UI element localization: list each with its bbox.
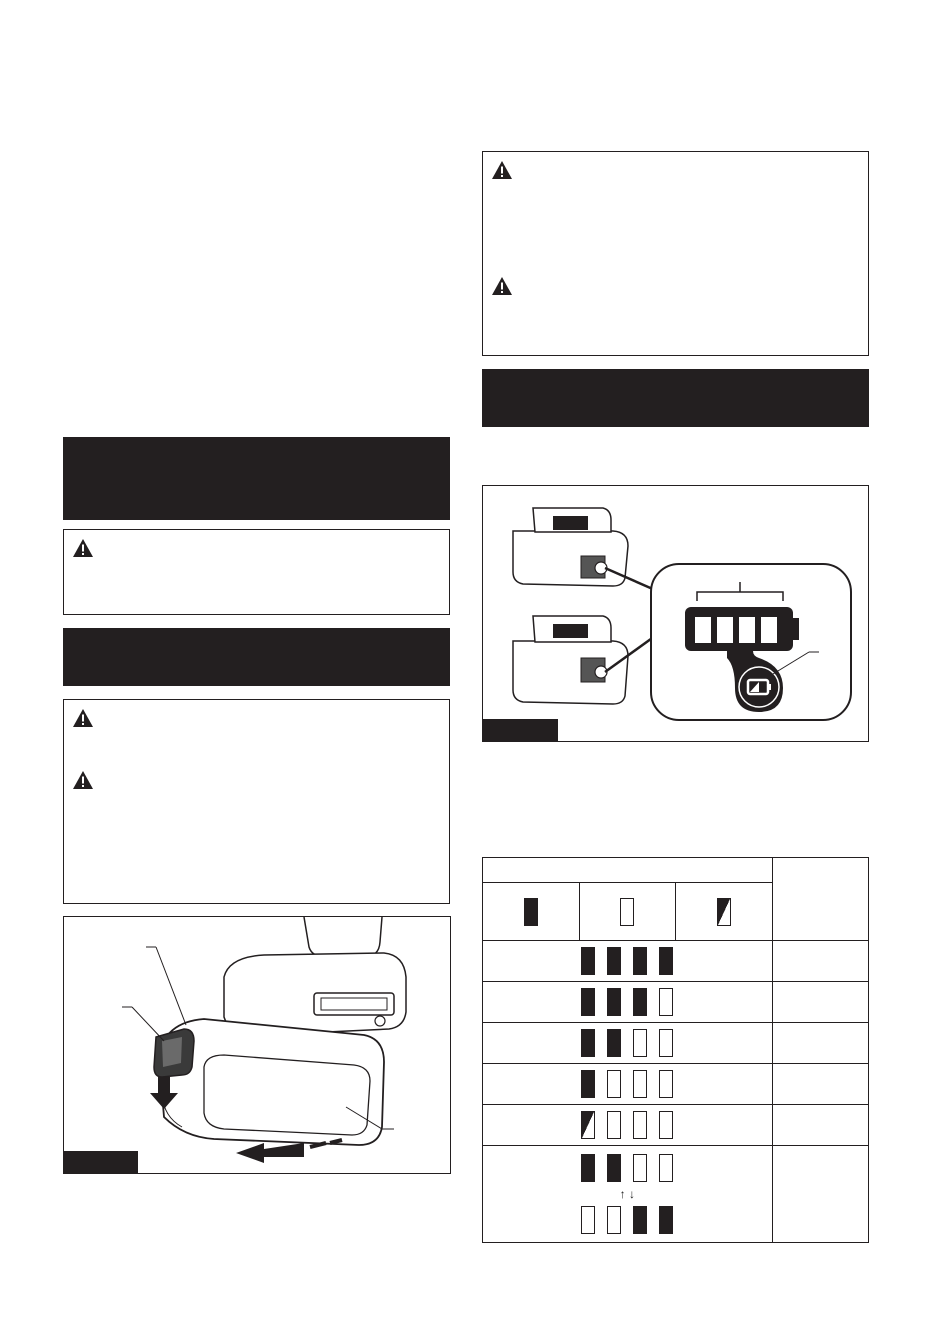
- lamp-segment-on: [581, 988, 595, 1016]
- lamp-segment-half: [581, 1111, 595, 1139]
- header-lamp-off: [579, 883, 676, 941]
- lamp-segment-off: [659, 1029, 673, 1057]
- lamp-segment-off: [607, 1111, 621, 1139]
- battery-indicator-illustration: [483, 486, 868, 741]
- lamp-row-4: [483, 1064, 773, 1105]
- figure-1-label: [64, 1151, 138, 1173]
- table-row: [483, 941, 869, 982]
- section-heading-2: [63, 628, 450, 686]
- lamp-row-1: [483, 941, 773, 982]
- indicator-lamps-icon: [685, 607, 799, 651]
- lamp-row-5: [483, 1105, 773, 1146]
- lamp-segment-off: [607, 1206, 621, 1234]
- lamp-segment-off: [607, 1070, 621, 1098]
- lamp-row-6-top: [483, 1154, 772, 1182]
- lamp-segment-off: [633, 1070, 647, 1098]
- capacity-cell: [772, 982, 868, 1023]
- lamp-row-2: [483, 982, 773, 1023]
- table-row: [483, 1064, 869, 1105]
- lamp-segment-off: [659, 988, 673, 1016]
- section-heading-3: [482, 369, 869, 427]
- lamp-segment-on: [659, 1206, 673, 1234]
- lamp-segment-on: [607, 988, 621, 1016]
- lamp-lit-icon: [524, 898, 538, 926]
- capacity-cell: [772, 1064, 868, 1105]
- warning-box-3: [482, 151, 869, 356]
- lamp-row-6: [483, 1146, 773, 1243]
- lamp-segment-off: [633, 1154, 647, 1182]
- table-row: [483, 1105, 869, 1146]
- header-lamp-lit: [483, 883, 580, 941]
- lamp-segment-on: [607, 1154, 621, 1182]
- warning-box-2: [63, 699, 450, 904]
- lamp-segment-on: [581, 1070, 595, 1098]
- lamp-segment-off: [659, 1070, 673, 1098]
- lamp-segment-on: [633, 988, 647, 1016]
- lamp-segment-on: [581, 1154, 595, 1182]
- warning-triangle-icon: [491, 276, 513, 296]
- swap-arrows: ↑ ↓: [619, 1187, 635, 1201]
- lamp-segment-on: [581, 1029, 595, 1057]
- lamp-segment-on: [607, 947, 621, 975]
- capacity-cell: [772, 1146, 868, 1243]
- figure-1: [63, 916, 451, 1174]
- lamp-segment-on: [633, 1206, 647, 1234]
- battery-large-icon: [513, 616, 628, 704]
- battery-removal-illustration: [64, 917, 450, 1173]
- header-lamp-blinking: [676, 883, 773, 941]
- capacity-cell: [772, 1105, 868, 1146]
- table-row: [483, 982, 869, 1023]
- lamp-segment-off: [581, 1206, 595, 1234]
- capacity-cell: [772, 1023, 868, 1064]
- lamp-segment-on: [633, 947, 647, 975]
- lamp-segment-on: [581, 947, 595, 975]
- table-row: [483, 1023, 869, 1064]
- warning-triangle-icon: [72, 770, 94, 790]
- lamp-segment-on: [607, 1029, 621, 1057]
- warning-box-1: [63, 529, 450, 615]
- lamp-segment-off: [633, 1029, 647, 1057]
- battery-small-icon: [513, 508, 628, 586]
- warning-triangle-icon: [72, 538, 94, 558]
- table-header-capacity: [772, 858, 868, 941]
- lamp-row-6-bottom: [483, 1206, 772, 1234]
- warning-triangle-icon: [491, 160, 513, 180]
- section-heading-1: [63, 437, 450, 520]
- capacity-cell: [772, 941, 868, 982]
- figure-2-label: [483, 719, 558, 741]
- table-row: [483, 1146, 869, 1243]
- lamp-row-3: [483, 1023, 773, 1064]
- figure-2: [482, 485, 869, 742]
- table-header-lamps: [483, 858, 773, 883]
- lamp-segment-off: [633, 1111, 647, 1139]
- lamp-segment-off: [659, 1154, 673, 1182]
- lamp-off-icon: [620, 898, 634, 926]
- indicator-table: [482, 857, 869, 1243]
- lamp-segment-on: [659, 947, 673, 975]
- lamp-segment-off: [659, 1111, 673, 1139]
- lamp-blinking-icon: [717, 898, 731, 926]
- warning-triangle-icon: [72, 708, 94, 728]
